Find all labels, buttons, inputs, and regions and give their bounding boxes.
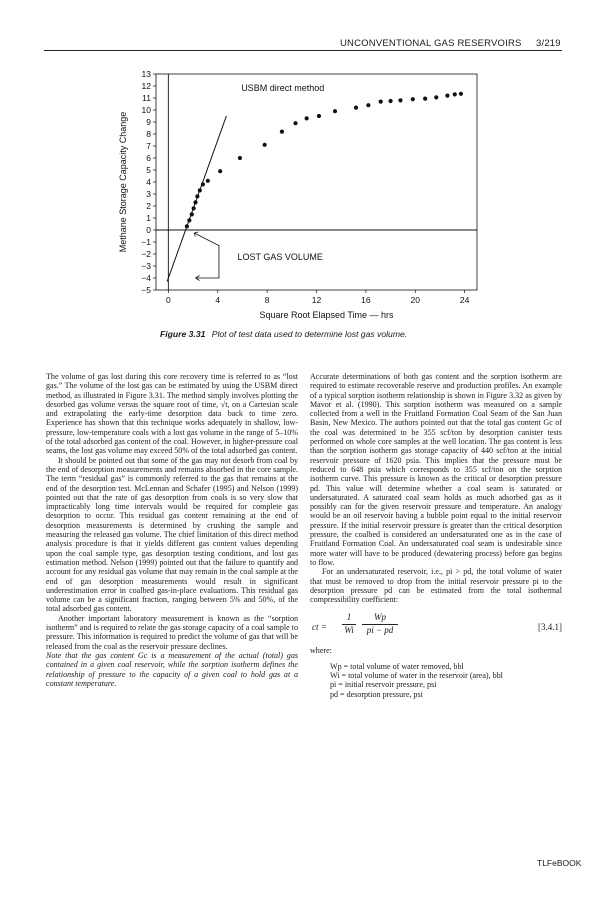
data-point	[333, 109, 337, 113]
x-tick-label: 16	[361, 295, 371, 305]
y-tick-label: 2	[146, 201, 151, 211]
lost-gas-bracket	[194, 232, 219, 281]
fraction-numerator: Wp	[362, 613, 398, 624]
y-tick-label: 0	[146, 225, 151, 235]
data-point	[459, 92, 463, 96]
x-tick-label: 0	[165, 295, 171, 305]
y-tick-label: −3	[141, 261, 151, 271]
data-point	[206, 179, 210, 183]
y-tick-label: 7	[146, 141, 151, 151]
where-label: where:	[310, 646, 332, 656]
data-point	[201, 182, 205, 186]
y-ticks	[141, 69, 156, 295]
data-point	[411, 97, 415, 101]
equation-number: [3.4.1]	[538, 622, 562, 633]
y-tick-label: −5	[141, 285, 151, 295]
y-tick-label: 11	[142, 93, 151, 103]
data-point	[317, 114, 321, 118]
y-tick-label: 1	[146, 213, 151, 223]
x-tick-label: 8	[264, 295, 270, 305]
lost-gas-label: LOST GAS VOLUME	[237, 252, 323, 262]
paragraph: The volume of gas lost during this core recovery time is referred to as “lost gas.” The volume of the lost gas can be estimated by using the USBM direct method, as illustrated in Figure 3.31. The method simply involves plotting the desorbed gas volume versus the square root of time, √t, on a Cartesian scale and extrapolating the early-time desorption data back to time zero. Experience has shown that this technique works adequately in shallow, low-pressure, low-temperature coals with a lost gas volume in the range of 5–10% of the total adsorbed gas content of the coal. However, in higher-pressure coal seams, the lost gas volume may exceed 50% of the total adsorbed gas content.	[46, 372, 298, 456]
x-axis-label: Square Root Elapsed Time — hrs	[259, 310, 394, 320]
data-point	[434, 95, 438, 99]
x-ticks	[166, 290, 470, 305]
paragraph: For an undersaturated reservoir, i.e., pi > pd, the total volume of water that must be removed to drop from the initial reservoir pressure pi to the desorption pressure pd can be estimated from the total isothermal compressibility coefficient:	[310, 567, 562, 605]
header-title: UNCONVENTIONAL GAS RESERVOIRS	[340, 38, 522, 49]
equation-fraction-2	[362, 613, 398, 635]
data-point	[453, 92, 457, 96]
paragraph: It should be pointed out that some of the gas may not desorb from coal by the end of desorption measurements and remains absorbed in the core sample. The term “residual gas” is commonly referred to the gas that remains at the end of the desorption test. McLennan and Schafer (1995) and Nelson (1999) pointed out that the rate of gas desorption from coals is so very slow that impracticably long time intervals would be required for complete gas desorption to occur. This residual gas content remaining at the end of desorption measurements is determined by crushing the sample and measuring the released gas volume. The chief limitation of this direct method analysis procedure is that it yields different gas content values depending upon the coal sample type, gas desorption testing conditions, and lost gas estimation method. Nelson (1999) pointed out that the failure to quantify and account for any residual gas volume that may remain in the coal sample at the end of gas desorption measurements would result in significant underestimation error in coalbed gas-in-place evaluations. This residual gas volume can be a significant fraction, ranging between 5% and 50%, of the total adsorbed gas content.	[46, 455, 298, 614]
x-tick-label: 24	[459, 295, 470, 305]
variable-definitions	[310, 662, 562, 699]
data-point	[187, 218, 191, 222]
y-axis-label: Methane Storage Capacity Change	[118, 111, 128, 253]
usbm-label: USBM direct method	[241, 82, 325, 93]
header-rule	[44, 50, 562, 51]
data-point	[192, 206, 196, 210]
figure-caption	[160, 329, 407, 339]
y-tick-label: −1	[141, 237, 151, 247]
y-tick-label: −2	[141, 249, 151, 259]
data-point	[293, 121, 297, 125]
footer-watermark: TLFeBOOK	[537, 858, 582, 868]
y-tick-label: 6	[146, 153, 151, 163]
left-column	[46, 372, 298, 688]
lost-gas-chart	[110, 62, 490, 322]
definition: Wi = total volume of water in the reservoir (area), bbl	[330, 671, 503, 681]
data-point	[423, 97, 427, 101]
extrapolation-line	[167, 116, 226, 282]
data-point	[280, 130, 284, 134]
y-tick-label: 9	[146, 117, 151, 127]
data-point	[305, 116, 309, 120]
y-tick-label: 5	[146, 165, 151, 175]
fraction-denominator: Wi	[344, 624, 354, 635]
data-point	[238, 156, 242, 160]
paragraph-note: Note that the gas content Gc is a measurement of the actual (total) gas contained in a given coal reservoir, while the sorption isotherm defines the relationship of pressure to the capacity of a given coal to hold gas at a constant temperature.	[46, 650, 298, 688]
x-tick-label: 12	[311, 295, 322, 305]
right-column	[310, 372, 562, 699]
page-number: 3/219	[536, 38, 561, 49]
x-tick-label: 20	[410, 295, 421, 305]
data-point	[190, 212, 194, 216]
data-point	[198, 188, 202, 192]
equation-fraction-1	[342, 613, 356, 635]
paragraph: Accurate determinations of both gas content and the sorption isotherm are required to estimate recoverable reserve and production profiles. An example of a typical sorption isotherm relationship is shown in Figure 3.32 as given by Mavor et al. (1990). This sorption isotherm was measured on a sample collected from a well in the Fruitland Formation Coal Seam of the San Juan Basin, New Mexico. The authors pointed out that the total gas content Gc of the coal was determined to be 355 scf/ton by desorption canister tests performed on whole core samples at the well location. The gas content is less than the sorption isotherm gas storage capacity of 440 scf/ton at the initial reservoir pressure of 1620 psia. This implies that the pressure must be reduced to 648 psia which corresponds to 355 scf/ton on the sorption isotherm curve. This pressure is known as the critical or desorption pressure pd. This value will determine whether a coal seam is saturated or undersaturated. A saturated coal seam holds as much adsorbed gas as it possibly can for the given reservoir pressure and temperature. An analogy would be an oil reservoir having a bubble point equal to the initial reservoir pressure. If the initial reservoir pressure is greater than the critical desorption pressure, the coalbed is considered an undersaturated one as in the case of Fruitland Formation Coal. An undersaturated coal seam is undesirable since more water will have to be produced (dewatering process) before gas begins to flow.	[310, 372, 562, 567]
paragraph: Another important laboratory measurement is known as the “sorption isotherm” and is required to relate the gas storage capacity of a coal sample to pressure. This information is required to predict the volume of gas that will be released from the coal as the reservoir pressure declines.	[46, 613, 298, 651]
y-tick-label: 12	[141, 81, 151, 91]
fraction-numerator: 1	[342, 613, 356, 624]
figure-caption-text: Plot of test data used to determine lost gas volume.	[211, 329, 408, 339]
y-tick-label: −4	[141, 273, 151, 283]
data-point	[263, 143, 267, 147]
definition: pi = initial reservoir pressure, psi	[330, 680, 437, 690]
definition: pd = desorption pressure, psi	[330, 689, 423, 699]
y-tick-label: 3	[146, 189, 151, 199]
y-tick-label: 8	[146, 129, 151, 139]
figure-label: Figure 3.31	[160, 329, 206, 339]
equation-lhs: ct =	[312, 622, 327, 633]
definition: Wp = total volume of water removed, bbl	[330, 661, 464, 671]
equation	[310, 610, 562, 646]
y-tick-label: 10	[141, 105, 151, 115]
y-tick-label: 13	[141, 69, 151, 79]
data-point	[388, 99, 392, 103]
data-point	[366, 103, 370, 107]
data-point	[185, 224, 189, 228]
running-header	[340, 38, 560, 49]
data-point	[195, 194, 199, 198]
data-point	[445, 94, 449, 98]
x-tick-label: 4	[215, 295, 221, 305]
data-points	[185, 92, 463, 229]
data-point	[218, 169, 222, 173]
y-tick-label: 4	[146, 177, 151, 187]
fraction-denominator: pi − pd	[366, 624, 394, 635]
data-point	[354, 106, 358, 110]
data-point	[398, 98, 402, 102]
data-point	[379, 100, 383, 104]
data-point	[193, 200, 197, 204]
